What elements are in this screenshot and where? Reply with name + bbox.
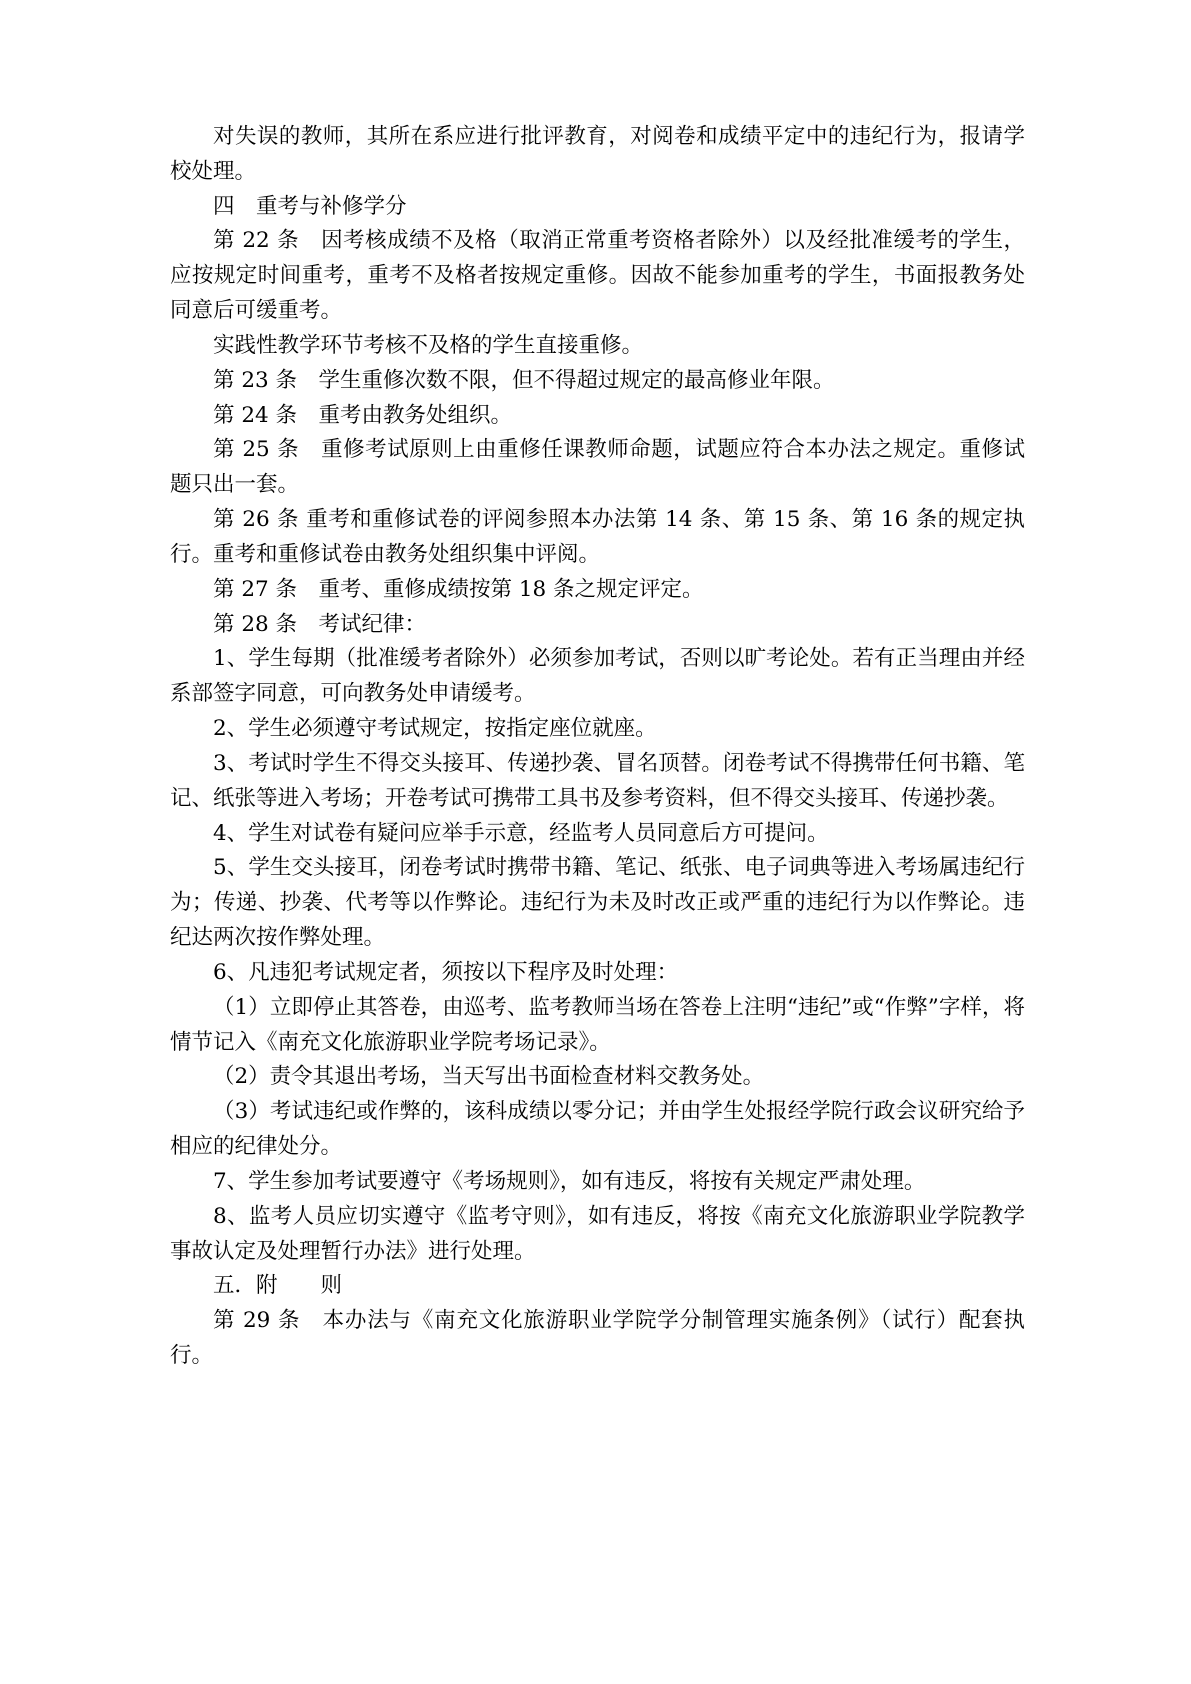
paragraph-article-26: 第 26 条 重考和重修试卷的评阅参照本办法第 14 条、第 15 条、第 16 条的规定执行。重考和重修试卷由教务处组织集中评阅。 xyxy=(170,507,1025,567)
paragraph-article-25: 第 25 条 重修考试原则上由重修任课教师命题，试题应符合本办法之规定。重修试题只出一套。 xyxy=(170,437,1025,498)
paragraph-rule-6-item-2: （2）责令其退出考场，当天写出书面检查材料交教务处。 xyxy=(213,1064,765,1090)
paragraph-article-24: 第 24 条 重考由教务处组织。 xyxy=(213,402,513,428)
paragraph-article-29: 第 29 条 本办法与《南充文化旅游职业学院学分制管理实施条例》（试行）配套执行。 xyxy=(170,1308,1025,1368)
paragraph-article-28: 第 28 条 考试纪律： xyxy=(213,611,427,637)
paragraph-rule-2: 2、学生必须遵守考试规定，按指定座位就座。 xyxy=(213,716,657,742)
paragraph-rule-6-item-1: （1）立即停止其答卷，由巡考、监考教师当场在答卷上注明“违纪”或“作弊”字样，将情节记入《南充文化旅游职业学院考场记录》。 xyxy=(170,994,1025,1055)
paragraph-article-23: 第 23 条 学生重修次数不限，但不得超过规定的最高修业年限。 xyxy=(213,367,835,393)
paragraph-rule-4: 4、学生对试卷有疑问应举手示意，经监考人员同意后方可提问。 xyxy=(213,820,829,846)
paragraph-article-22: 第 22 条 因考核成绩不及格（取消正常重考资格者除外）以及经批准缓考的学生，应按规定时间重考，重考不及格者按规定重修。因故不能参加重考的学生，书面报教务处同意后可缓重考。 xyxy=(170,228,1025,324)
paragraph-rule-6: 6、凡违犯考试规定者，须按以下程序及时处理： xyxy=(213,959,679,985)
paragraph-rule-6-item-3: （3）考试违纪或作弊的，该科成绩以零分记；并由学生处报经学院行政会议研究给予相应的纪律处分。 xyxy=(170,1099,1025,1160)
paragraph-rule-8: 8、监考人员应切实遵守《监考守则》，如有违反，将按《南充文化旅游职业学院教学事故认定及处理暂行办法》进行处理。 xyxy=(170,1203,1025,1264)
paragraph-rule-7: 7、学生参加考试要遵守《考场规则》，如有违反，将按有关规定严肃处理。 xyxy=(213,1168,926,1194)
paragraph-rule-1: 1、学生每期（批准缓考者除外）必须参加考试，否则以旷考论处。若有正当理由并经系部签字同意，可向教务处申请缓考。 xyxy=(170,646,1025,707)
paragraph-practice-teaching: 实践性教学环节考核不及格的学生直接重修。 xyxy=(213,332,644,358)
paragraph-intro: 对失误的教师，其所在系应进行批评教育，对阅卷和成绩平定中的违纪行为，报请学校处理。 xyxy=(170,124,1025,184)
paragraph-article-27: 第 27 条 重考、重修成绩按第 18 条之规定评定。 xyxy=(213,576,704,602)
heading-section-four: 四 重考与补修学分 xyxy=(213,193,407,219)
document-body xyxy=(170,120,1025,1374)
heading-section-five: 五．附 则 xyxy=(213,1273,343,1299)
paragraph-rule-3: 3、考试时学生不得交头接耳、传递抄袭、冒名顶替。闭卷考试不得携带任何书籍、笔记、纸张等进入考场；开卷考试可携带工具书及参考资料，但不得交头接耳、传递抄袭。 xyxy=(170,750,1025,811)
paragraph-rule-5: 5、学生交头接耳，闭卷考试时携带书籍、笔记、纸张、电子词典等进入考场属违纪行为；传递、抄袭、代考等以作弊论。违纪行为未及时改正或严重的违纪行为以作弊论。违纪达两次按作弊处理。 xyxy=(170,855,1025,951)
